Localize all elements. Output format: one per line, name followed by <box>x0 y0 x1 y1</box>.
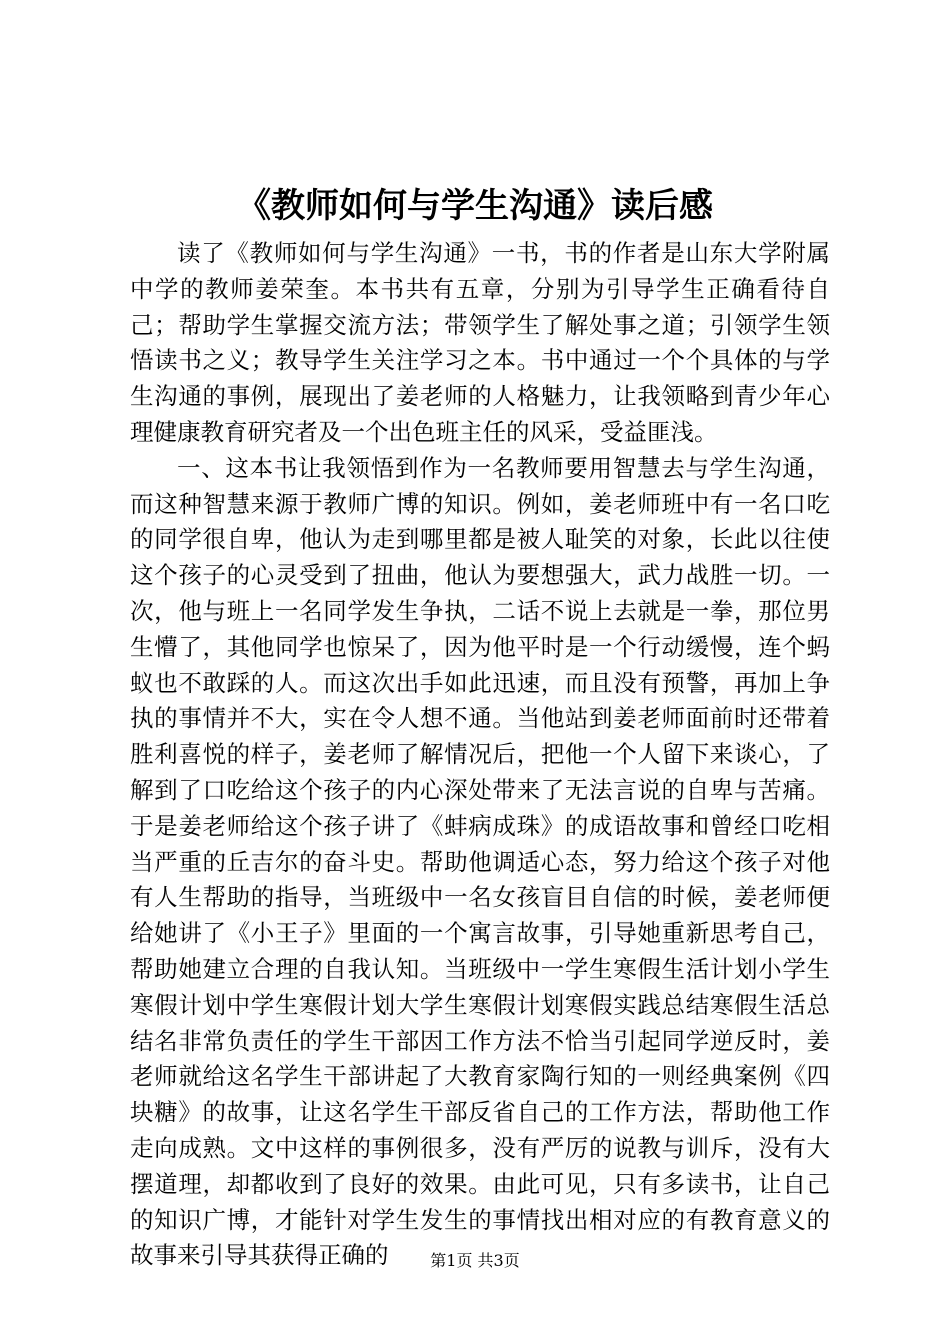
document-title: 《教师如何与学生沟通》读后感 <box>237 186 713 226</box>
paragraph-2: 一、这本书让我领悟到作为一名教师要用智慧去与学生沟通，而这种智慧来源于教师广博的知识。例如，姜老师班中有一名口吃的同学很自卑，他认为走到哪里都是被人耻笑的对象，长此以往使这个孩子的心灵受到了扭曲，他认为要想强大，武力战胜一切。一次，他与班上一名同学发生争执，二话不说上去就是一拳，那位男生懵了，其他同学也惊呆了，因为他平时是一个行动缓慢，连个蚂蚁也不敢踩的人。而这次出手如此迅速，而且没有预警，再加上争执的事情并不大，实在令人想不通。当他站到姜老师面前时还带着胜利喜悦的样子，姜老师了解情况后，把他一个人留下来谈心，了解到了口吃给这个孩子的内心深处带来了无法言说的自卑与苦痛。于是姜老师给这个孩子讲了《蚌病成珠》的成语故事和曾经口吃相当严重的丘吉尔的奋斗史。帮助他调适心态，努力给这个孩子对他有人生帮助的指导，当班级中一名女孩盲目自信的时候，姜老师便给她讲了《小王子》里面的一个寓言故事，引导她重新思考自己，帮助她建立合理的自我认知。当班级中一学生寒假生活计划小学生寒假计划中学生寒假计划大学生寒假计划寒假实践总结寒假生活总结名非常负责任的学生干部因工作方法不恰当引起同学逆反时，姜老师就给这名学生干部讲起了大教育家陶行知的一则经典案例《四块糖》的故事，让这名学生干部反省自己的工作方法，帮助他工作走向成熟。文中这样的事例很多，没有严厉的说教与训斥，没有大摆道理，却都收到了良好的效果。由此可见，只有多读书，让自己的知识广博，才能针对学生发生的事情找出相对应的有教育意义的故事来引导其获得正确的 <box>130 453 830 1270</box>
paragraph-1: 读了《教师如何与学生沟通》一书，书的作者是山东大学附属中学的教师姜荣奎。本书共有五章，分别为引导学生正确看待自己；帮助学生掌握交流方法；带领学生了解处事之道；引领学生领悟读书之义；教导学生关注学习之本。书中通过一个个具体的与学生沟通的事例，展现出了姜老师的人格魅力，让我领略到青少年心理健康教育研究者及一个出色班主任的风采，受益匪浅。 <box>130 239 830 446</box>
page-number-footer: 第1页 共3页 <box>430 1251 520 1270</box>
document-body <box>130 236 830 1274</box>
